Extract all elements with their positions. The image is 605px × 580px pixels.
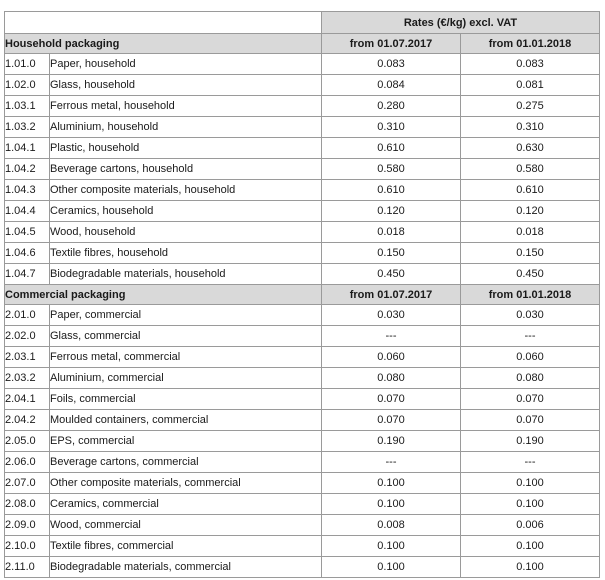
commercial-section-header-row	[5, 285, 600, 305]
table-row	[5, 431, 600, 452]
rate-from-2017: 0.080	[322, 368, 461, 389]
item-code: 2.02.0	[5, 326, 50, 347]
household-date-header-2: from 01.01.2018	[461, 34, 600, 54]
rate-from-2018: 0.100	[461, 536, 600, 557]
table-row	[5, 222, 600, 243]
item-code: 1.03.2	[5, 117, 50, 138]
item-description: Ferrous metal, commercial	[50, 347, 322, 368]
table-row	[5, 75, 600, 96]
table-row	[5, 264, 600, 285]
rate-from-2017: 0.070	[322, 410, 461, 431]
item-code: 1.04.6	[5, 243, 50, 264]
item-code: 2.04.1	[5, 389, 50, 410]
item-description: Wood, commercial	[50, 515, 322, 536]
item-description: Moulded containers, commercial	[50, 410, 322, 431]
rate-from-2018: 0.100	[461, 557, 600, 578]
rate-from-2017: 0.008	[322, 515, 461, 536]
table-row	[5, 473, 600, 494]
item-code: 2.08.0	[5, 494, 50, 515]
item-code: 2.09.0	[5, 515, 50, 536]
rate-from-2018: 0.120	[461, 201, 600, 222]
item-code: 2.06.0	[5, 452, 50, 473]
item-code: 2.03.1	[5, 347, 50, 368]
rate-from-2017: 0.150	[322, 243, 461, 264]
rate-from-2018: 0.150	[461, 243, 600, 264]
rate-from-2018: 0.060	[461, 347, 600, 368]
rate-from-2018: 0.006	[461, 515, 600, 536]
rate-from-2018: ---	[461, 452, 600, 473]
rate-from-2017: 0.070	[322, 389, 461, 410]
rate-from-2018: 0.580	[461, 159, 600, 180]
rate-from-2018: 0.080	[461, 368, 600, 389]
rate-from-2017: 0.310	[322, 117, 461, 138]
item-code: 2.03.2	[5, 368, 50, 389]
rate-from-2017: 0.580	[322, 159, 461, 180]
rate-from-2017: 0.100	[322, 494, 461, 515]
item-description: Textile fibres, household	[50, 243, 322, 264]
rate-from-2018: 0.018	[461, 222, 600, 243]
rate-from-2017: ---	[322, 326, 461, 347]
table-row	[5, 368, 600, 389]
rate-from-2017: 0.100	[322, 557, 461, 578]
item-code: 2.04.2	[5, 410, 50, 431]
table-row	[5, 410, 600, 431]
rate-from-2017: 0.100	[322, 473, 461, 494]
table-row	[5, 180, 600, 201]
household-date-header-1: from 01.07.2017	[322, 34, 461, 54]
item-code: 1.04.5	[5, 222, 50, 243]
table-row	[5, 96, 600, 117]
commercial-date-header-2: from 01.01.2018	[461, 285, 600, 305]
rate-from-2018: 0.070	[461, 389, 600, 410]
item-description: Paper, household	[50, 54, 322, 75]
rates-table-body	[5, 12, 600, 578]
rates-title-row	[5, 12, 600, 34]
item-description: Foils, commercial	[50, 389, 322, 410]
rate-from-2017: ---	[322, 452, 461, 473]
rate-from-2018: 0.610	[461, 180, 600, 201]
item-description: Wood, household	[50, 222, 322, 243]
item-code: 1.04.2	[5, 159, 50, 180]
rate-from-2018: 0.450	[461, 264, 600, 285]
rates-table	[4, 11, 600, 578]
item-description: Glass, commercial	[50, 326, 322, 347]
item-description: Ferrous metal, household	[50, 96, 322, 117]
table-row	[5, 515, 600, 536]
item-description: EPS, commercial	[50, 431, 322, 452]
table-row	[5, 452, 600, 473]
table-row	[5, 326, 600, 347]
item-code: 1.04.3	[5, 180, 50, 201]
rate-from-2017: 0.610	[322, 180, 461, 201]
rate-from-2017: 0.030	[322, 305, 461, 326]
rate-from-2017: 0.060	[322, 347, 461, 368]
item-description: Biodegradable materials, commercial	[50, 557, 322, 578]
table-row	[5, 557, 600, 578]
item-description: Aluminium, commercial	[50, 368, 322, 389]
item-code: 1.02.0	[5, 75, 50, 96]
rate-from-2018: 0.275	[461, 96, 600, 117]
table-row	[5, 54, 600, 75]
item-code: 2.05.0	[5, 431, 50, 452]
table-row	[5, 117, 600, 138]
item-description: Other composite materials, commercial	[50, 473, 322, 494]
household-section-title: Household packaging	[5, 34, 322, 54]
table-row	[5, 536, 600, 557]
rate-from-2018: 0.070	[461, 410, 600, 431]
rate-from-2017: 0.083	[322, 54, 461, 75]
item-description: Glass, household	[50, 75, 322, 96]
table-row	[5, 305, 600, 326]
item-description: Beverage cartons, household	[50, 159, 322, 180]
item-code: 2.10.0	[5, 536, 50, 557]
rate-from-2017: 0.084	[322, 75, 461, 96]
item-code: 1.01.0	[5, 54, 50, 75]
item-description: Ceramics, commercial	[50, 494, 322, 515]
rates-title: Rates (€/kg) excl. VAT	[322, 12, 600, 34]
item-description: Biodegradable materials, household	[50, 264, 322, 285]
rate-from-2018: 0.190	[461, 431, 600, 452]
rate-from-2017: 0.018	[322, 222, 461, 243]
table-row	[5, 138, 600, 159]
item-description: Beverage cartons, commercial	[50, 452, 322, 473]
rate-from-2017: 0.100	[322, 536, 461, 557]
item-code: 1.04.4	[5, 201, 50, 222]
rate-from-2018: ---	[461, 326, 600, 347]
table-row	[5, 347, 600, 368]
item-description: Aluminium, household	[50, 117, 322, 138]
rate-from-2018: 0.030	[461, 305, 600, 326]
rate-from-2017: 0.120	[322, 201, 461, 222]
rate-from-2018: 0.100	[461, 473, 600, 494]
table-row	[5, 389, 600, 410]
item-code: 1.03.1	[5, 96, 50, 117]
table-row	[5, 159, 600, 180]
table-row	[5, 201, 600, 222]
item-description: Paper, commercial	[50, 305, 322, 326]
rate-from-2018: 0.081	[461, 75, 600, 96]
rate-from-2017: 0.280	[322, 96, 461, 117]
item-description: Plastic, household	[50, 138, 322, 159]
item-code: 1.04.7	[5, 264, 50, 285]
rate-from-2018: 0.083	[461, 54, 600, 75]
item-code: 2.11.0	[5, 557, 50, 578]
household-section-header-row	[5, 34, 600, 54]
rate-from-2018: 0.630	[461, 138, 600, 159]
table-row	[5, 494, 600, 515]
commercial-section-title: Commercial packaging	[5, 285, 322, 305]
item-code: 1.04.1	[5, 138, 50, 159]
item-code: 2.01.0	[5, 305, 50, 326]
item-description: Textile fibres, commercial	[50, 536, 322, 557]
table-row	[5, 243, 600, 264]
item-code: 2.07.0	[5, 473, 50, 494]
item-description: Ceramics, household	[50, 201, 322, 222]
item-description: Other composite materials, household	[50, 180, 322, 201]
blank-corner-cell	[5, 12, 322, 34]
rate-from-2017: 0.610	[322, 138, 461, 159]
rate-from-2018: 0.310	[461, 117, 600, 138]
rate-from-2017: 0.190	[322, 431, 461, 452]
rate-from-2017: 0.450	[322, 264, 461, 285]
rate-from-2018: 0.100	[461, 494, 600, 515]
commercial-date-header-1: from 01.07.2017	[322, 285, 461, 305]
